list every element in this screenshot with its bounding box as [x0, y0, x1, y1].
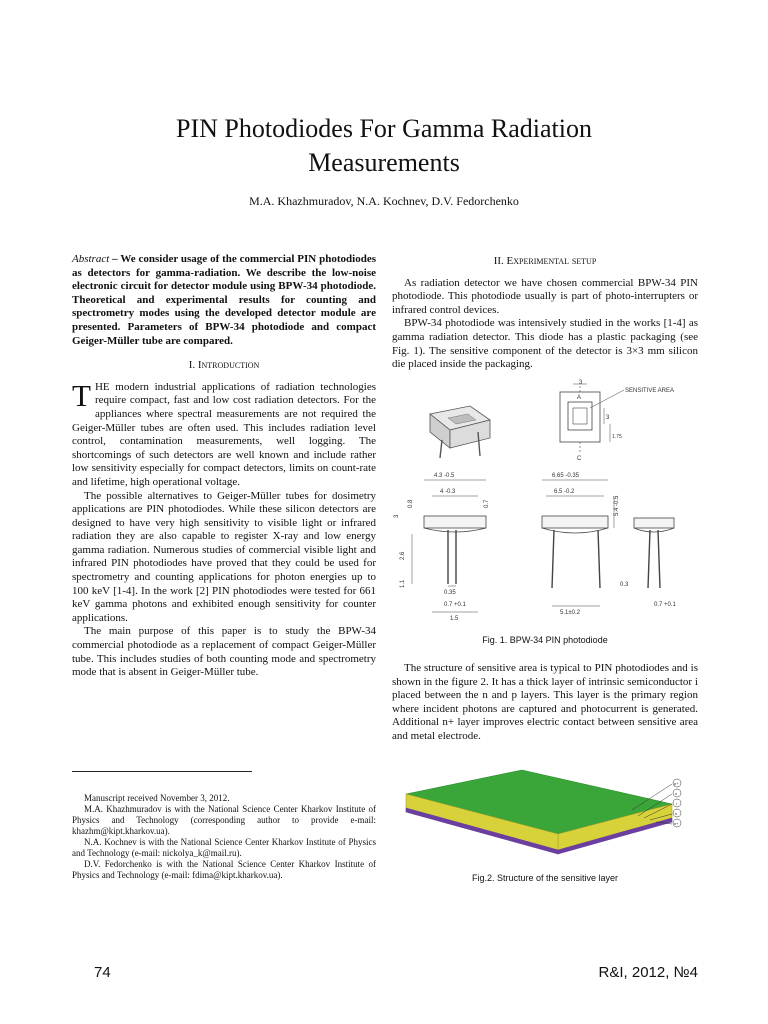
abstract [72, 253, 376, 348]
figure-2-caption: Fig.2. Structure of the sensitive layer [471, 873, 619, 884]
page-number: 74 [94, 964, 111, 981]
footnote-manuscript: Manuscript received November 3, 2012. [84, 793, 230, 803]
dim-2-6: 2.6 [400, 551, 406, 560]
abstract-label: Abstract [72, 253, 110, 265]
intro-paragraph-1-text: HE modern industrial applications of radiation technologies require compact, fast and low cost radiation detectors. For the appliances where spectral measurements are not required the Geiger-Müller tubes are often used. This includes radiation level control, contamination measurements, well logging. The shortcomings of such detectors are well known and include rather low sensitivity especially for compact detectors, limits on count-rate and lifetime, high operational voltage. [72, 380, 376, 488]
dim-4-3: 4.3 -0.5 [434, 472, 455, 479]
left-column [72, 253, 376, 680]
dim-6-65: 6.65 -0.35 [552, 472, 580, 479]
photodiode-3d-view [430, 406, 490, 458]
intro-paragraph-1 [72, 377, 376, 490]
section-number: I. [188, 359, 198, 372]
dim-1-1: 1.1 [400, 579, 406, 588]
section-title: Introduction [197, 359, 260, 372]
label-sensitive-area: SENSITIVE AREA [625, 387, 675, 394]
intro-paragraph-2: The possible alternatives to Geiger-Müller tubes for dosimetry applications are PIN photodiodes. While these silicon detectors are designed to have very high sensitivity to visible light or infrared radiation they are also capable to register X-ray and low energy gamma radiation. Numerous studies of commercial visible light and infrared PIN photodiodes have proved that they could be used for spectrometry and counting applications for photon energies up to 100 keV [1-4]. In the work [2] PIN photodiodes were tested for 661 keV gamma photons and exhibited enough sensitivity for counter applications. [72, 489, 376, 624]
label-cathode: C [577, 455, 582, 462]
figure-1-caption: Fig. 1. BPW-34 PIN photodiode [482, 635, 608, 646]
dim-0-35: 0.35 [444, 589, 456, 596]
right-column [392, 253, 698, 886]
figure-1-drawing [392, 379, 698, 636]
dim-5-1: 5.1±0.2 [560, 609, 580, 616]
side-view-left [394, 473, 490, 622]
title-line-1: PIN Photodiodes For Gamma Radiation [176, 114, 592, 143]
figure-2-drawing [392, 764, 698, 864]
figure-1 [392, 379, 698, 648]
layer-label-2: n [675, 790, 678, 796]
dim-0-7: 0.7 [484, 499, 490, 508]
top-view-drawing [560, 380, 674, 462]
label-anode: A [577, 394, 582, 401]
section-heading-experimental [392, 255, 698, 269]
dim-3-top: 3 [579, 379, 583, 386]
footnote-author-3: D.V. Fedorchenko is with the National Science Center Kharkov Institute of Physics and Technology (e-mail: fdima@kipt.kharkov.ua). [72, 859, 376, 880]
experimental-paragraph-1: As radiation detector we have chosen commercial BPW-34 PIN photodiode. This photodiode usually is part of photo-interrupters or infrared control devices. [392, 276, 698, 316]
section-heading-introduction [72, 359, 376, 373]
footnote-author-2: N.A. Kochnev is with the National Science Center Kharkov Institute of Physics and Technology (e-mail: nickolya_k@mail.ru). [72, 837, 376, 858]
dim-3-vertical: 3 [606, 414, 610, 421]
authors: M.A. Khazhmuradov, N.A. Kochnev, D.V. Fedorchenko [249, 194, 519, 208]
figure-2 [392, 764, 698, 886]
side-view-right [620, 518, 677, 608]
dim-0-7-b: 0.7 +0.1 [444, 601, 466, 608]
section-title: Experimental setup [506, 255, 597, 267]
side-view-middle [542, 473, 620, 616]
title-line-2: Measurements [308, 148, 460, 177]
paper-title [0, 112, 768, 180]
dim-0-8: 0.8 [408, 499, 414, 508]
layer-label-5: n+ [674, 820, 679, 826]
dim-3-side: 3 [394, 514, 400, 518]
layer-label-4: n [675, 810, 678, 816]
intro-paragraph-3: The main purpose of this paper is to study the BPW-34 commercial photodiode as a replacement of compact Geiger-Müller tube. This includes studies of both counting mode and spectrometry mode that is absent in Geiger-Müller tube. [72, 625, 376, 679]
dim-4: 4 -0.3 [440, 488, 456, 495]
footnote-rule [72, 771, 252, 772]
experimental-paragraph-2: BPW-34 photodiode was intensively studied in the works [1-4] as gamma radiation detector. This diode has a plastic packaging (see Fig. 1). The sensitive component of the detector is 3×3 mm silicon die placed inside the packaging. [392, 317, 698, 371]
drop-cap: T [72, 377, 91, 413]
dim-1-5: 1.5 [450, 615, 459, 622]
dim-0-7-c: 0.7 +0.1 [654, 601, 676, 608]
footnotes [72, 793, 376, 881]
dim-1-75: 1.75 [612, 433, 622, 440]
sensitive-layer-slab [406, 770, 672, 854]
experimental-paragraph-3: The structure of sensitive area is typical to PIN photodiodes and is shown in the figure 2. It has a thick layer of intrinsic semiconductor i placed between the n and p layers. This layer is the primary region where incident photons are captured and photocurrent is generated. Additional n+ layer improves electric contact between sensitive area and metal electrode. [392, 661, 698, 742]
layer-label-3: i [676, 800, 677, 806]
layer-label-1: p+ [674, 780, 679, 786]
dim-0-3: 0.3 [620, 581, 629, 588]
footnote-author-1: M.A. Khazhmuradov is with the National Science Center Kharkov Institute of Physics and Technology (corresponding author to provide e-mail: khazhm@kipt.kharkov.ua). [72, 804, 376, 836]
section-number: II. [493, 255, 507, 267]
dim-6-5: 6.5 -0.2 [554, 488, 575, 495]
abstract-text: – We consider usage of the commercial PIN photodiodes as detectors for gamma-radiation. We describe the low-noise electronic circuit for detector module using BPW-34 photodiode. Theoretical and experimental results for counting and spectrometry modes using the developed detector module are presented. Parameters of BPW-34 photodiode and compact Geiger-Müller tube are compared. [72, 253, 376, 347]
dim-5-4: 5.4 -0.5 [614, 495, 620, 516]
journal-reference: R&I, 2012, №4 [598, 964, 698, 981]
